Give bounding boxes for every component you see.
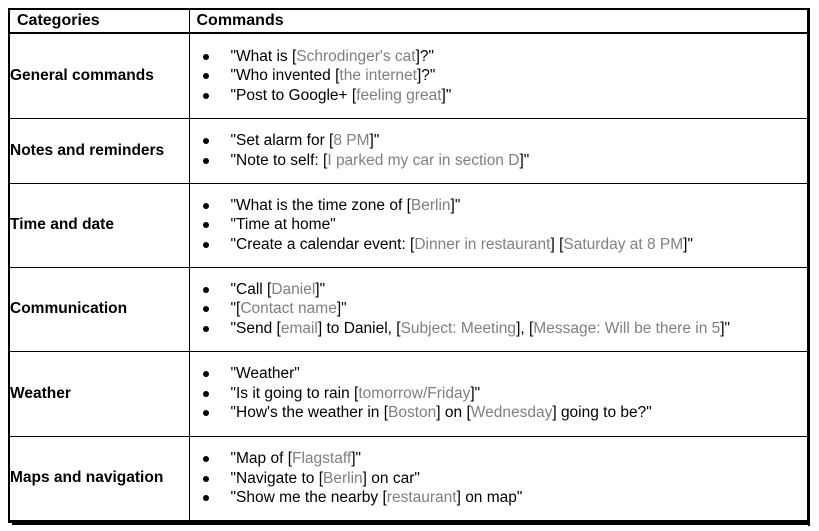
command-text: ] on [ — [436, 404, 471, 422]
command-text: ]?" — [415, 47, 435, 65]
command-text: ]" — [450, 196, 461, 214]
command-text: "Is it going to rain [ — [230, 384, 359, 402]
table-header-row — [10, 10, 807, 33]
command-placeholder: email — [280, 319, 318, 337]
bullet-icon — [203, 371, 209, 377]
commands-table — [10, 10, 807, 520]
bullet-icon — [203, 54, 209, 60]
header-commands: Commands — [189, 10, 807, 33]
commands-cell — [189, 351, 807, 436]
command-list — [190, 280, 808, 339]
bullet-icon — [203, 222, 209, 228]
command-placeholder: Wednesday — [470, 404, 553, 422]
bullet-icon — [203, 476, 209, 482]
bullet-icon — [203, 158, 209, 164]
command-item — [190, 215, 808, 235]
command-text: ]" — [315, 280, 326, 298]
command-list — [190, 364, 808, 423]
commands-cell — [189, 267, 807, 351]
command-placeholder: Schrodinger's cat — [296, 47, 416, 65]
command-placeholder: Boston — [388, 404, 437, 422]
table-row — [10, 33, 807, 118]
command-placeholder: restaurant — [386, 489, 457, 506]
command-text: "Who invented [ — [230, 67, 340, 84]
table-shadow-right — [808, 12, 810, 526]
command-text: ]" — [441, 86, 452, 104]
command-placeholder: the internet — [339, 67, 417, 84]
command-item — [190, 86, 808, 106]
commands-cell — [189, 183, 807, 267]
command-item — [190, 66, 808, 86]
command-list — [190, 47, 808, 106]
bullet-icon — [203, 93, 209, 99]
command-item — [190, 488, 808, 508]
table-shadow-bottom — [12, 523, 810, 525]
command-placeholder: Message: Will be there in 5 — [533, 319, 721, 337]
command-list — [190, 449, 808, 508]
command-item — [190, 384, 808, 404]
header-categories: Categories — [10, 10, 189, 33]
command-text: "Note to self: [ — [230, 151, 328, 169]
command-text: "Send [ — [230, 319, 281, 337]
category-cell: Weather — [10, 351, 189, 436]
command-item — [190, 151, 808, 171]
command-text: ] on map" — [456, 489, 523, 506]
table-row — [10, 267, 807, 351]
command-item — [190, 280, 808, 300]
command-text: ]" — [519, 151, 530, 169]
command-text: "How's the weather in [ — [230, 404, 389, 422]
command-text: ], [ — [516, 319, 534, 337]
command-placeholder: Dinner in restaurant — [414, 235, 551, 253]
command-text: ] [ — [550, 235, 564, 253]
command-text: ]" — [683, 235, 693, 253]
command-text: ]" — [470, 384, 481, 402]
category-cell: General commands — [10, 33, 189, 118]
category-cell: Communication — [10, 267, 189, 351]
command-text: "What is [ — [230, 47, 297, 65]
command-placeholder: Contact name — [240, 300, 337, 318]
commands-cell — [189, 33, 807, 118]
bullet-icon — [203, 287, 209, 293]
bullet-icon — [203, 73, 209, 79]
command-text: "Show me the nearby [ — [230, 489, 387, 506]
category-cell: Notes and reminders — [10, 118, 189, 183]
bullet-icon — [203, 495, 209, 501]
category-cell: Maps and navigation — [10, 436, 189, 520]
command-item — [190, 299, 808, 319]
commands-cell — [189, 118, 807, 183]
command-text: ] to Daniel, [ — [317, 319, 401, 337]
command-text: "Set alarm for [ — [230, 132, 334, 149]
command-placeholder: tomorrow/Friday — [358, 384, 471, 402]
bullet-icon — [203, 203, 209, 209]
command-placeholder: Daniel — [271, 280, 316, 298]
command-list — [190, 131, 808, 170]
command-text: ]" — [351, 450, 361, 467]
command-placeholder: feeling great — [356, 86, 442, 104]
command-placeholder: Saturday at 8 PM — [563, 235, 684, 253]
command-item — [190, 235, 808, 255]
table-row — [10, 436, 807, 520]
command-text: "Create a calendar event: [ — [230, 235, 415, 253]
command-placeholder: I parked my car in section D — [327, 151, 520, 169]
command-placeholder: Flagstaff — [292, 450, 352, 467]
command-list — [190, 196, 808, 255]
table-row — [10, 183, 807, 267]
bullet-icon — [203, 410, 209, 416]
command-item — [190, 196, 808, 216]
command-item — [190, 47, 808, 67]
command-text: "[ — [230, 300, 241, 318]
table-row — [10, 351, 807, 436]
bullet-icon — [203, 391, 209, 397]
command-text: ]" — [720, 319, 731, 337]
command-placeholder: Berlin — [410, 196, 451, 214]
command-text: ]" — [369, 132, 380, 149]
command-text: "What is the time zone of [ — [230, 196, 411, 214]
category-cell: Time and date — [10, 183, 189, 267]
command-item — [190, 319, 808, 339]
command-item — [190, 364, 808, 384]
table-row — [10, 118, 807, 183]
command-item — [190, 131, 808, 151]
command-text: "Map of [ — [230, 450, 293, 467]
command-text: "Call [ — [230, 280, 272, 298]
command-item — [190, 449, 808, 469]
command-item — [190, 469, 808, 489]
bullet-icon — [203, 138, 209, 144]
command-text: ] going to be?" — [552, 404, 652, 422]
bullet-icon — [203, 456, 209, 462]
command-placeholder: Subject: Meeting — [400, 319, 517, 337]
command-text: "Weather" — [230, 365, 300, 383]
command-text: "Post to Google+ [ — [230, 86, 357, 104]
bullet-icon — [203, 326, 209, 332]
command-text: ] on car" — [362, 469, 420, 487]
command-text: ]?" — [416, 67, 436, 84]
bullet-icon — [203, 306, 209, 312]
command-placeholder: 8 PM — [333, 132, 370, 149]
command-placeholder: Berlin — [323, 469, 363, 487]
commands-cell — [189, 436, 807, 520]
commands-table-frame — [8, 8, 810, 523]
bullet-icon — [203, 242, 209, 248]
command-text: ]" — [336, 300, 347, 318]
command-text: "Navigate to [ — [230, 469, 324, 487]
command-item — [190, 403, 808, 423]
command-text: "Time at home" — [230, 216, 336, 234]
